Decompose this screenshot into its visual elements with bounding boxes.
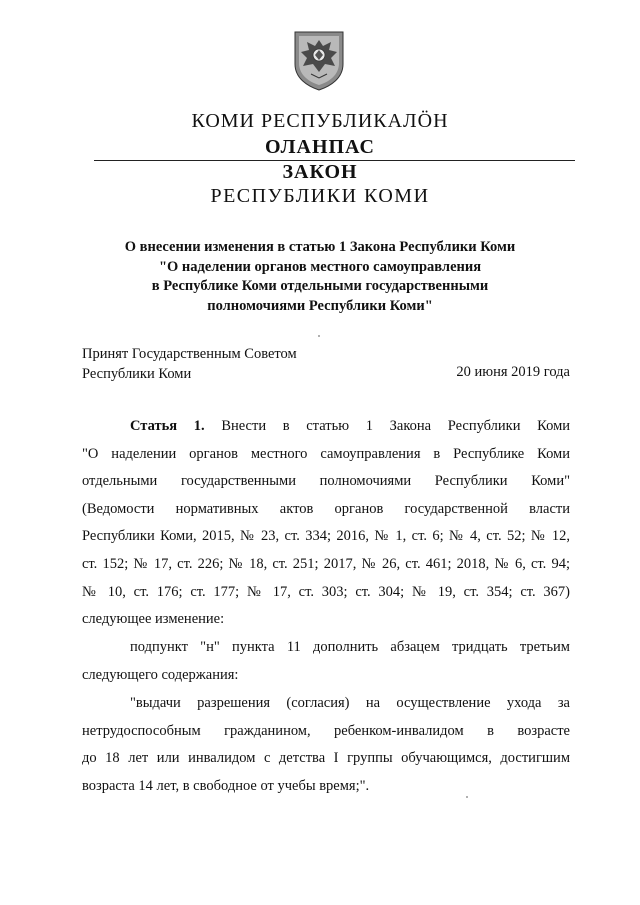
- article-first-line-text: Внести в статью 1 Закона Республики Коми: [221, 418, 571, 434]
- subpoint-paragraph: [82, 634, 570, 689]
- law-subject-title: [0, 238, 640, 316]
- subpoint-line: следующего содержания:: [82, 666, 239, 683]
- subject-line: в Республике Коми отдельными государственными: [151, 278, 489, 294]
- adopted-by: [82, 344, 297, 384]
- adoption-date: 20 июня 2019 года: [456, 364, 570, 380]
- header-line-republic: РЕСПУБЛИКИ КОМИ: [210, 185, 430, 207]
- coat-of-arms-emblem: [287, 28, 351, 92]
- quote-line: "выдачи разрешения (согласия) на осуществление ухода за: [130, 695, 570, 711]
- article-first-line: [82, 413, 570, 441]
- quote-line: до 18 лет или инвалидом с детства I группы обучающимся, достигшим: [82, 750, 570, 767]
- scan-speck: [318, 335, 320, 337]
- article-line: отдельными государственными полномочиями Республики Коми": [82, 473, 570, 490]
- quote-line: нетрудоспособным гражданином, ребенком-инвалидом в возрасте: [82, 722, 570, 739]
- adopted-line: Принят Государственным Советом: [82, 346, 297, 362]
- article-label: Статья 1.: [130, 418, 205, 434]
- subject-line: "О наделении органов местного самоуправления: [158, 258, 482, 275]
- article-line: № 10, ст. 176; ст. 177; № 17, ст. 303; ст. 304; № 19, ст. 354; ст. 367): [82, 583, 570, 600]
- article-last-line: следующее изменение:: [82, 611, 225, 628]
- subpoint-line: подпункт "н" пункта 11 дополнить абзацем тридцать третьим: [130, 639, 570, 655]
- adopted-line: Республики Коми: [82, 366, 192, 382]
- article-line: "О наделении органов местного самоуправления в Республике Коми: [82, 445, 570, 462]
- article-line: Республики Коми, 2015, № 23, ст. 334; 2016, № 1, ст. 6; № 4, ст. 52; № 12,: [82, 528, 570, 545]
- quote-line: возраста 14 лет, в свободное от учебы время;".: [82, 777, 370, 794]
- header-line-komi: КОМИ РЕСПУБЛИКАЛӦН: [191, 110, 449, 132]
- scan-speck: [466, 796, 468, 798]
- article-line: ст. 152; № 17, ст. 226; № 18, ст. 251; 2017, № 26, ст. 461; 2018, № 6, ст. 94;: [82, 555, 570, 572]
- header-line-olanpas: ОЛАНПАС: [265, 136, 375, 158]
- article-line: (Ведомости нормативных актов органов государственной власти: [82, 500, 570, 517]
- quoted-amendment: [82, 690, 570, 800]
- subject-line: О внесении изменения в статью 1 Закона Республики Коми: [124, 239, 516, 255]
- subject-line: полномочиями Республики Коми": [207, 297, 433, 314]
- article-1-paragraph: [82, 413, 570, 634]
- header-line-zakon: ЗАКОН: [282, 161, 358, 183]
